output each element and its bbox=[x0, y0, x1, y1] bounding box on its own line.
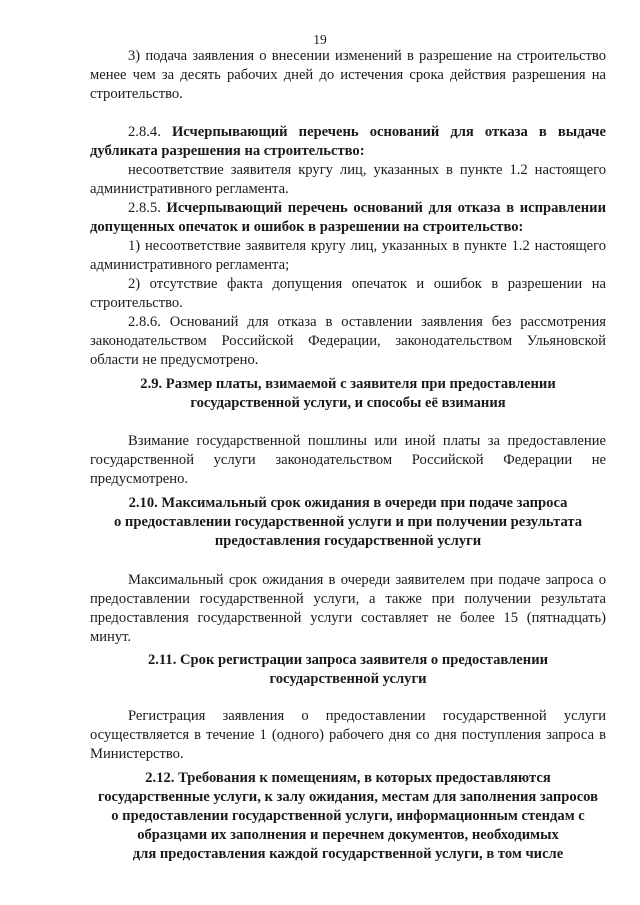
paragraph-2-10: Максимальный срок ожидания в очереди заявителем при подаче запроса о предоставлении государственной услуги, а также при получении результата предоставления государственной услуги составляет не более 15 (пятнадцать) минут. bbox=[90, 572, 606, 645]
heading-2-10 bbox=[90, 494, 606, 551]
paragraph-2-8-5-item-1: 1) несоответствие заявителя кругу лиц, указанных в пункте 1.2 настоящего административного регламента; bbox=[90, 238, 606, 273]
paragraph-2-8-6: 2.8.6. Оснований для отказа в оставлении заявления без рассмотрения законодательством Российской Федерации, законодательством Ульяновской области не предусмотрено. bbox=[90, 314, 606, 368]
heading-2-12 bbox=[90, 769, 606, 864]
heading-line: предоставления государственной услуги bbox=[214, 533, 482, 549]
section-title: Исчерпывающий перечень оснований для отказа в исправлении допущенных опечаток и ошибок в разрешении на строительство: bbox=[90, 200, 607, 235]
heading-line: образцами их заполнения и перечнем документов, необходимых bbox=[137, 827, 559, 843]
paragraph-2-11: Регистрация заявления о предоставлении государственной услуги осуществляется в течение 1 (одного) рабочего дня со дня поступления запроса в Министерство. bbox=[90, 708, 606, 762]
page-number: 19 bbox=[313, 32, 327, 47]
heading-line: государственной услуги, и способы её взимания bbox=[190, 395, 506, 411]
heading-line: 2.10. Максимальный срок ожидания в очереди при подаче запроса bbox=[128, 495, 568, 511]
section-title: Исчерпывающий перечень оснований для отказа в выдаче дубликата разрешения на строительство: bbox=[90, 124, 606, 159]
heading-line: для предоставления каждой государственной услуги, в том числе bbox=[132, 846, 564, 862]
heading-line: 2.9. Размер платы, взимаемой с заявителя при предоставлении bbox=[140, 376, 556, 392]
heading-line: 2.12. Требования к помещениям, в которых предоставляются bbox=[145, 770, 551, 786]
heading-line: государственные услуги, к залу ожидания, местам для заполнения запросов bbox=[97, 789, 598, 805]
section-number: 2.8.4. bbox=[128, 124, 161, 140]
paragraph-2-8-4: несоответствие заявителя кругу лиц, указанных в пункте 1.2 настоящего административного регламента. bbox=[90, 162, 606, 197]
heading-line: государственной услуги bbox=[269, 671, 427, 687]
heading-2-9 bbox=[90, 375, 606, 413]
section-2-8-5-title bbox=[90, 199, 606, 237]
section-number: 2.8.5. bbox=[128, 200, 161, 216]
paragraph-2-8-5-item-2: 2) отсутствие факта допущения опечаток и ошибок в разрешении на строительство. bbox=[90, 276, 606, 311]
heading-line: о предоставлении государственной услуги и при получении результата bbox=[113, 514, 583, 530]
section-2-8-4-title bbox=[90, 123, 606, 161]
paragraph-item-3: 3) подача заявления о внесении изменений в разрешение на строительство менее чем за десять рабочих дней до истечения срока действия разрешения на строительство. bbox=[90, 48, 606, 102]
heading-line: о предоставлении государственной услуги, информационным стендам с bbox=[111, 808, 585, 824]
heading-2-11 bbox=[90, 651, 606, 689]
paragraph-2-9: Взимание государственной пошлины или иной платы за предоставление государственной услуги законодательством Российской Федерации не предусмотрено. bbox=[90, 433, 606, 487]
heading-line: 2.11. Срок регистрации запроса заявителя о предоставлении bbox=[147, 652, 549, 668]
